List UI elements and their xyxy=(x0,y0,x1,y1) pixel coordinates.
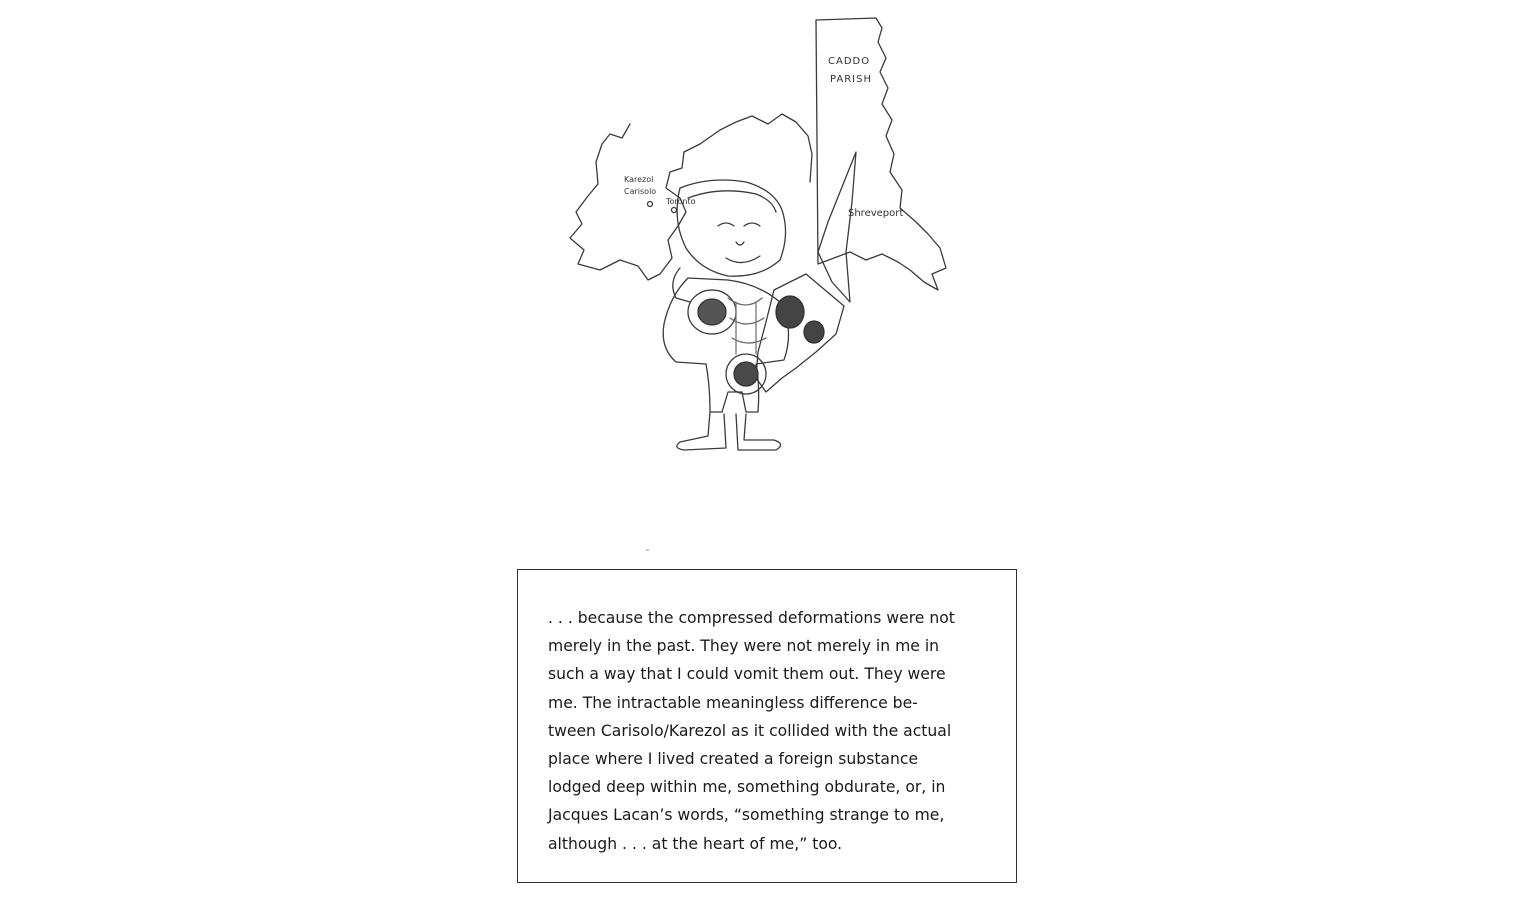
spike-shape xyxy=(818,152,856,302)
caption-line: such a way that I could vomit them out. They were xyxy=(548,665,946,684)
caption-line: merely in the past. They were not merely in me in xyxy=(548,637,940,656)
caption-line: although . . . at the heart of me,” too. xyxy=(548,834,843,853)
label-karezol: Karezol xyxy=(624,175,654,184)
caption-text xyxy=(548,604,996,858)
label-parish-2: PARISH xyxy=(830,74,872,85)
caption-line: tween Carisolo/Karezol as it collided with the actual xyxy=(548,721,952,740)
map-illustration xyxy=(560,12,990,462)
caption-line: . . . because the compressed deformations were not xyxy=(548,609,955,627)
label-shreveport: Shreveport xyxy=(848,208,904,219)
label-carisolo: Carisolo xyxy=(624,187,657,196)
caption-line: lodged deep within me, something obdurate, or, in xyxy=(548,778,946,797)
figure-body xyxy=(663,278,788,412)
caption-line: me. The intractable meaningless difference be- xyxy=(548,693,918,712)
caption-box xyxy=(517,569,1017,883)
ink-speck xyxy=(646,549,649,551)
label-toronto: Toronto xyxy=(666,197,696,206)
caption-line: place where I lived created a foreign substance xyxy=(548,750,919,769)
triangle-pennant xyxy=(756,274,844,392)
caption-line: Jacques Lacan’s words, “something strange to me, xyxy=(548,806,945,825)
figure-head xyxy=(677,180,785,276)
label-parish-1: CADDO xyxy=(828,56,871,67)
